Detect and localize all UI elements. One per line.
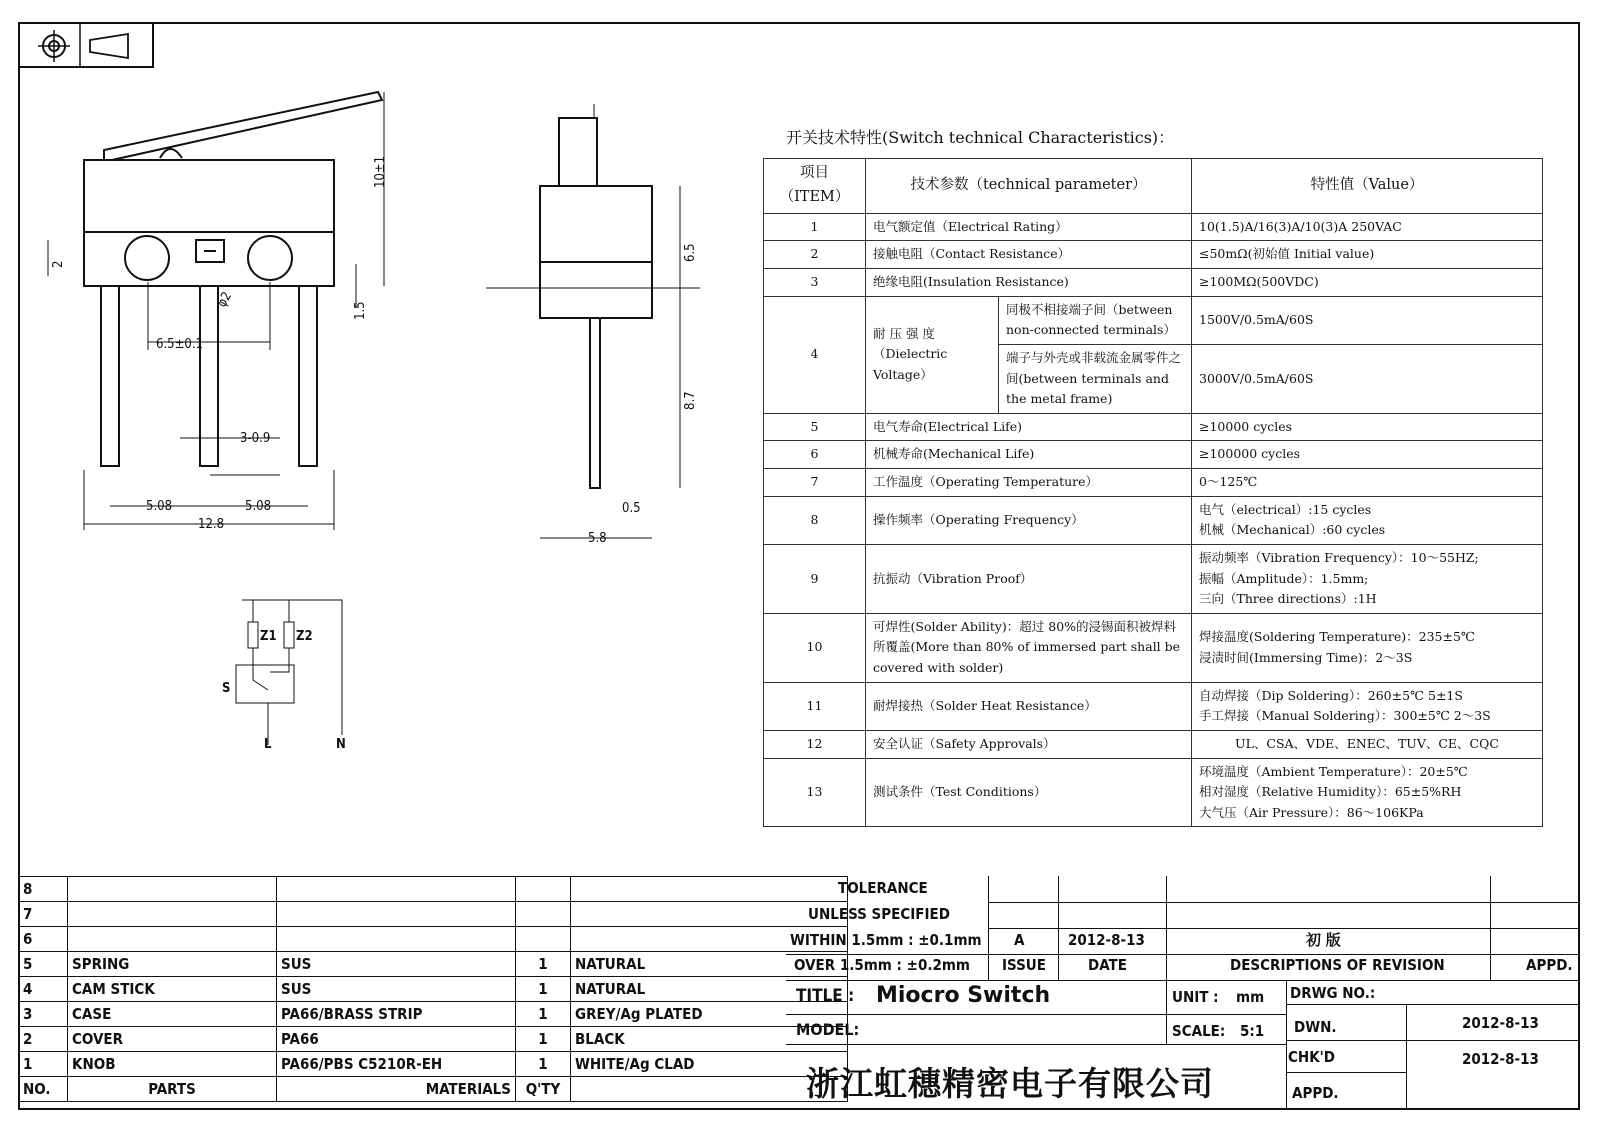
spec-no: 5 xyxy=(764,413,866,441)
spec-value xyxy=(1192,613,1543,682)
bom-no: 7 xyxy=(19,902,68,927)
spec-value: 0～125℃ xyxy=(1192,469,1543,497)
spec-value-line: 环境温度（Ambient Temperature）：20±5℃ xyxy=(1199,763,1468,779)
bom-part xyxy=(68,877,277,902)
bom-finish: GREY/Ag PLATED xyxy=(571,1002,848,1027)
spec-value-line: 振动频率（Vibration Frequency）：10～55HZ; xyxy=(1199,549,1479,565)
schem-s: S xyxy=(222,681,231,696)
spec-no: 8 xyxy=(764,496,866,544)
schem-l: L xyxy=(264,737,272,752)
spec-value-line: 机械（Mechanical）:60 cycles xyxy=(1199,522,1386,538)
bom-no: 5 xyxy=(19,952,68,977)
bom-row xyxy=(19,1002,848,1027)
title-area xyxy=(786,980,1580,1110)
dim-pin-width: 3-0.9 xyxy=(240,431,271,446)
spec-header-param: 技术参数（technical parameter） xyxy=(866,159,1192,214)
bom-footer-materials: MATERIALS xyxy=(277,1077,516,1102)
spec-param: 绝缘电阻(Insulation Resistance) xyxy=(866,269,1192,297)
spec-no: 11 xyxy=(764,682,866,730)
spec-value: 1500V/0.5mA/60S xyxy=(1192,296,1543,344)
bom-row xyxy=(19,1027,848,1052)
bom-mat: SUS xyxy=(277,952,516,977)
bom-finish: WHITE/Ag CLAD xyxy=(571,1052,848,1077)
bom-part: KNOB xyxy=(68,1052,277,1077)
bom-footer-no: NO. xyxy=(19,1077,68,1102)
bom-mat: PA66/BRASS STRIP xyxy=(277,1002,516,1027)
bom-finish: BLACK xyxy=(571,1027,848,1052)
spec-param: 耐焊接热（Solder Heat Resistance） xyxy=(866,682,1192,730)
bom-footer xyxy=(19,1077,848,1102)
title-label: TITLE : xyxy=(796,986,855,1006)
spec-header-item: 项目 （ITEM） xyxy=(764,159,866,214)
spec-sub-param: 端子与外壳或非载流金属零件之间(between terminals and the metal frame) xyxy=(999,344,1192,413)
bom-row xyxy=(19,952,848,977)
bom-no: 1 xyxy=(19,1052,68,1077)
spec-row xyxy=(764,758,1543,827)
bom-mat xyxy=(277,927,516,952)
unit-value: mm xyxy=(1236,988,1265,1006)
spec-param: 电气额定值（Electrical Rating） xyxy=(866,213,1192,241)
bom-row xyxy=(19,927,848,952)
tolerance-label: TOLERANCE xyxy=(838,879,928,897)
dim-side-t: 0.5 xyxy=(622,501,641,516)
spec-value: ≥100MΩ(500VDC) xyxy=(1192,269,1543,297)
spec-value xyxy=(1192,682,1543,730)
dim-vert: 2 xyxy=(51,260,66,268)
spec-value xyxy=(1192,758,1543,827)
unit-label: UNIT : xyxy=(1172,988,1219,1006)
title-value: Miocro Switch xyxy=(876,983,1051,1008)
spec-value: 10(1.5)A/16(3)A/10(3)A 250VAC xyxy=(1192,213,1543,241)
bom-mat: PA66 xyxy=(277,1027,516,1052)
spec-param: 抗振动（Vibration Proof） xyxy=(866,544,1192,613)
spec-header-value: 特性值（Value） xyxy=(1192,159,1543,214)
rev-desc: 初 版 xyxy=(1306,931,1341,949)
bom-qty xyxy=(516,902,571,927)
spec-row xyxy=(764,496,1543,544)
bom-finish: NATURAL xyxy=(571,977,848,1002)
spec-no: 3 xyxy=(764,269,866,297)
spec-param: 测试条件（Test Conditions） xyxy=(866,758,1192,827)
spec-param: 机械寿命(Mechanical Life) xyxy=(866,441,1192,469)
bom-qty xyxy=(516,927,571,952)
bom-qty: 1 xyxy=(516,1052,571,1077)
spec-no: 13 xyxy=(764,758,866,827)
spec-param: 操作频率（Operating Frequency） xyxy=(866,496,1192,544)
dim-pitch2: 5.08 xyxy=(245,499,272,514)
dim-width: 12.8 xyxy=(198,517,225,532)
spec-row xyxy=(764,469,1543,497)
bom-no: 3 xyxy=(19,1002,68,1027)
bom-mat xyxy=(277,877,516,902)
bom-qty: 1 xyxy=(516,952,571,977)
spec-value: 3000V/0.5mA/60S xyxy=(1192,344,1543,413)
spec-value xyxy=(1192,496,1543,544)
mechanical-drawing xyxy=(0,0,760,870)
bom-mat xyxy=(277,902,516,927)
bom-mat: SUS xyxy=(277,977,516,1002)
issue-label: ISSUE xyxy=(1002,956,1046,974)
spec-no: 7 xyxy=(764,469,866,497)
bom-footer-qty: Q'TY xyxy=(516,1077,571,1102)
schem-n: N xyxy=(336,737,346,752)
spec-value-line: 振幅（Amplitude）：1.5mm; xyxy=(1199,570,1369,586)
bom-no: 6 xyxy=(19,927,68,952)
bom-row xyxy=(19,877,848,902)
spec-param: 电气寿命(Electrical Life) xyxy=(866,413,1192,441)
spec-row xyxy=(764,213,1543,241)
spec-sub-param: 同极不相接端子间（between non-connected terminals） xyxy=(999,296,1192,344)
spec-no: 9 xyxy=(764,544,866,613)
dim-side-h2: 8.7 xyxy=(683,391,698,410)
dwn-label: DWN. xyxy=(1294,1018,1337,1036)
revision-block xyxy=(786,876,1580,980)
bom-part: CAM STICK xyxy=(68,977,277,1002)
appd-label: APPD. xyxy=(1292,1084,1339,1102)
spec-no: 1 xyxy=(764,213,866,241)
spec-no: 6 xyxy=(764,441,866,469)
spec-value-line: 手工焊接（Manual Soldering）：300±5℃ 2～3S xyxy=(1199,708,1491,724)
dim-side-w: 5.8 xyxy=(588,531,607,546)
spec-no: 4 xyxy=(764,296,866,413)
spec-value-line: 相对湿度（Relative Humidity）：65±5%RH xyxy=(1199,784,1462,800)
schem-z1: Z1 xyxy=(260,629,277,644)
spec-value xyxy=(1192,544,1543,613)
scale-label: SCALE: xyxy=(1172,1022,1226,1040)
bom-no: 8 xyxy=(19,877,68,902)
spec-param: 可焊性(Solder Ability)：超过 80%的浸锡面积被焊料所覆盖(More than 80% of immersed part shall be covered with solder) xyxy=(866,613,1192,682)
spec-param: 工作温度（Operating Temperature） xyxy=(866,469,1192,497)
bom-part: COVER xyxy=(68,1027,277,1052)
spec-param: 接触电阻（Contact Resistance） xyxy=(866,241,1192,269)
bom-part: SPRING xyxy=(68,952,277,977)
drwg-label: DRWG NO.: xyxy=(1290,984,1376,1002)
dwn-date: 2012-8-13 xyxy=(1462,1014,1539,1032)
tolerance-over: OVER 1.5mm : ±0.2mm xyxy=(794,956,970,974)
rev-letter: A xyxy=(1014,931,1025,949)
dim-dia: φ2 xyxy=(214,289,236,310)
bom-row xyxy=(19,977,848,1002)
spec-row xyxy=(764,441,1543,469)
schem-z2: Z2 xyxy=(296,629,313,644)
company-name: 浙江虹穗精密电子有限公司 xyxy=(806,1064,1214,1103)
bom-finish: NATURAL xyxy=(571,952,848,977)
spec-row xyxy=(764,730,1543,758)
spec-value-line: 三向（Three directions）:1H xyxy=(1199,591,1377,607)
spec-table xyxy=(763,158,1543,827)
spec-value-line: 大气压（Air Pressure）：86～106KPa xyxy=(1199,804,1424,820)
bom-part: CASE xyxy=(68,1002,277,1027)
chkd-label: CHK'D xyxy=(1288,1048,1335,1066)
bom-no: 2 xyxy=(19,1027,68,1052)
scale-value: 5:1 xyxy=(1240,1022,1265,1040)
spec-value: ≥100000 cycles xyxy=(1192,441,1543,469)
spec-title: 开关技术特性(Switch technical Characteristics)： xyxy=(786,128,1175,147)
spec-row xyxy=(764,269,1543,297)
bom-part xyxy=(68,902,277,927)
appd-col-label: APPD. xyxy=(1526,956,1573,974)
chkd-date: 2012-8-13 xyxy=(1462,1050,1539,1068)
spec-value: ≥10000 cycles xyxy=(1192,413,1543,441)
spec-row xyxy=(764,613,1543,682)
spec-value: ≤50mΩ(初始值 Initial value) xyxy=(1192,241,1543,269)
spec-row xyxy=(764,296,1543,344)
date-label: DATE xyxy=(1088,956,1127,974)
bom-qty: 1 xyxy=(516,1027,571,1052)
dim-pin-spacing: 6.5±0.1 xyxy=(156,337,203,352)
dim-pitch1: 5.08 xyxy=(146,499,173,514)
spec-row xyxy=(764,413,1543,441)
bom-mat: PA66/PBS C5210R-EH xyxy=(277,1052,516,1077)
spec-param: 耐 压 强 度（Dielectric Voltage） xyxy=(866,296,999,413)
spec-value-line: 浸渍时间(Immersing Time)：2～3S xyxy=(1199,649,1413,665)
bom-part xyxy=(68,927,277,952)
dim-height: 10±1 xyxy=(373,155,388,188)
bom-row xyxy=(19,902,848,927)
bom-qty: 1 xyxy=(516,977,571,1002)
dim-pin-len: 1.5 xyxy=(353,301,368,320)
spec-value-line: 焊接温度(Soldering Temperature)：235±5℃ xyxy=(1199,629,1475,645)
tolerance-within: WITHIN 1.5mm : ±0.1mm xyxy=(790,931,982,949)
title-block xyxy=(18,876,1580,1110)
dim-side-h1: 6.5 xyxy=(683,243,698,262)
desc-label: DESCRIPTIONS OF REVISION xyxy=(1230,956,1445,974)
bom-no: 4 xyxy=(19,977,68,1002)
spec-no: 10 xyxy=(764,613,866,682)
spec-row xyxy=(764,544,1543,613)
spec-value-line: 电气（electrical）:15 cycles xyxy=(1199,501,1372,517)
bom-qty xyxy=(516,877,571,902)
spec-param: 安全认证（Safety Approvals） xyxy=(866,730,1192,758)
spec-header-row xyxy=(764,159,1543,214)
spec-row xyxy=(764,241,1543,269)
bom-row xyxy=(19,1052,848,1077)
bom-qty: 1 xyxy=(516,1002,571,1027)
model-label: MODEL: xyxy=(796,1020,860,1039)
unless-specified: UNLESS SPECIFIED xyxy=(808,905,950,923)
bom-footer-parts: PARTS xyxy=(68,1077,277,1102)
rev-date: 2012-8-13 xyxy=(1068,931,1145,949)
spec-value-line: 自动焊接（Dip Soldering）：260±5℃ 5±1S xyxy=(1199,687,1463,703)
bom-table xyxy=(18,876,848,1102)
spec-no: 2 xyxy=(764,241,866,269)
spec-no: 12 xyxy=(764,730,866,758)
spec-row xyxy=(764,682,1543,730)
spec-value: UL、CSA、VDE、ENEC、TUV、CE、CQC xyxy=(1192,730,1543,758)
